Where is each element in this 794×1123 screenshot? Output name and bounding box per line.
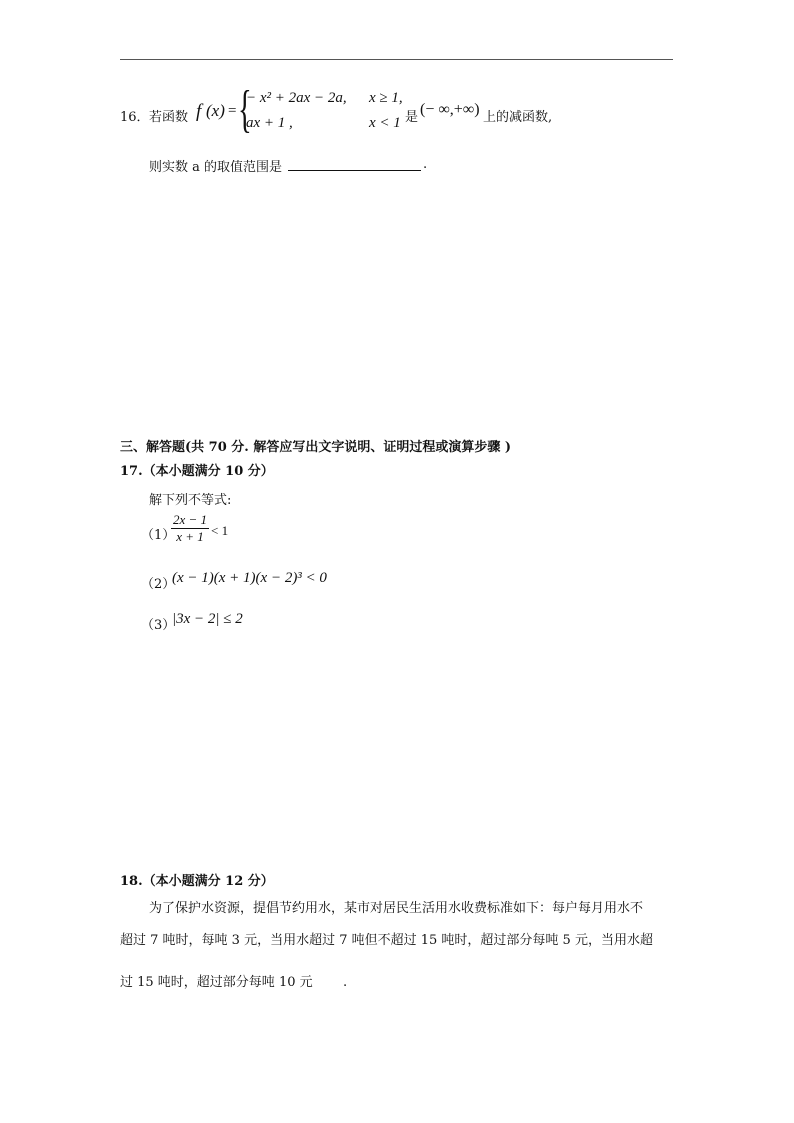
question-line-2: 则实数 a 的取值范围是 [149,160,283,175]
fraction-numerator: 2x − 1 [173,512,208,527]
paragraph-line-2: 超过 7 吨时，每吨 3 元，当用水超过 7 吨但不超过 15 吨时，超过部分每吨 5 元，当用水超 [120,933,653,948]
case-1-expression: − x² + 2ax − 2a, [246,90,347,106]
section-heading: 三、解答题(共 70 分. 解答应写出文字说明、证明过程或演算步骤 ) [120,440,512,455]
part-1-fraction [171,512,209,545]
question-intro: 解下列不等式: [149,493,232,508]
question-end-mark: . [423,157,428,172]
function-name: f [196,101,202,122]
question-lead-text: 若函数 [149,110,189,125]
case-1-condition: x ≥ 1, [369,90,403,106]
paragraph-end-mark: . [343,975,348,990]
case-2-condition: x < 1 [369,115,401,131]
part-1-relation: < 1 [211,523,229,538]
question-number: 16． [120,110,150,125]
question-title: 18.（本小题满分 12 分） [120,874,274,889]
header-rule [120,59,673,60]
part-1-label: （1） [141,528,176,543]
function-argument: (x) [206,101,225,120]
case-2-expression: ax + 1 , [246,115,293,131]
fraction-denominator: x + 1 [176,529,204,544]
equals-sign: = [228,103,237,119]
interval: (− ∞,+∞) [420,101,480,118]
paragraph-line-3: 过 15 吨时，超过部分每吨 10 元 [120,975,313,990]
question-title: 17.（本小题满分 10 分） [120,464,274,479]
part-2-label: （2） [141,577,176,592]
paragraph-line-1: 为了保护水资源，提倡节约用水，某市对居民生活用水收费标准如下：每户每月用水不 [149,901,644,916]
answer-blank [288,156,421,171]
part-2-expression: (x − 1)(x + 1)(x − 2)³ < 0 [172,570,327,586]
part-3-label: （3） [141,618,176,633]
question-tail-text: 上的减函数, [483,110,553,125]
part-3-expression: |3x − 2| ≤ 2 [172,611,243,627]
piecewise-brace: { [238,81,252,138]
connector-text: 是 [405,110,419,125]
